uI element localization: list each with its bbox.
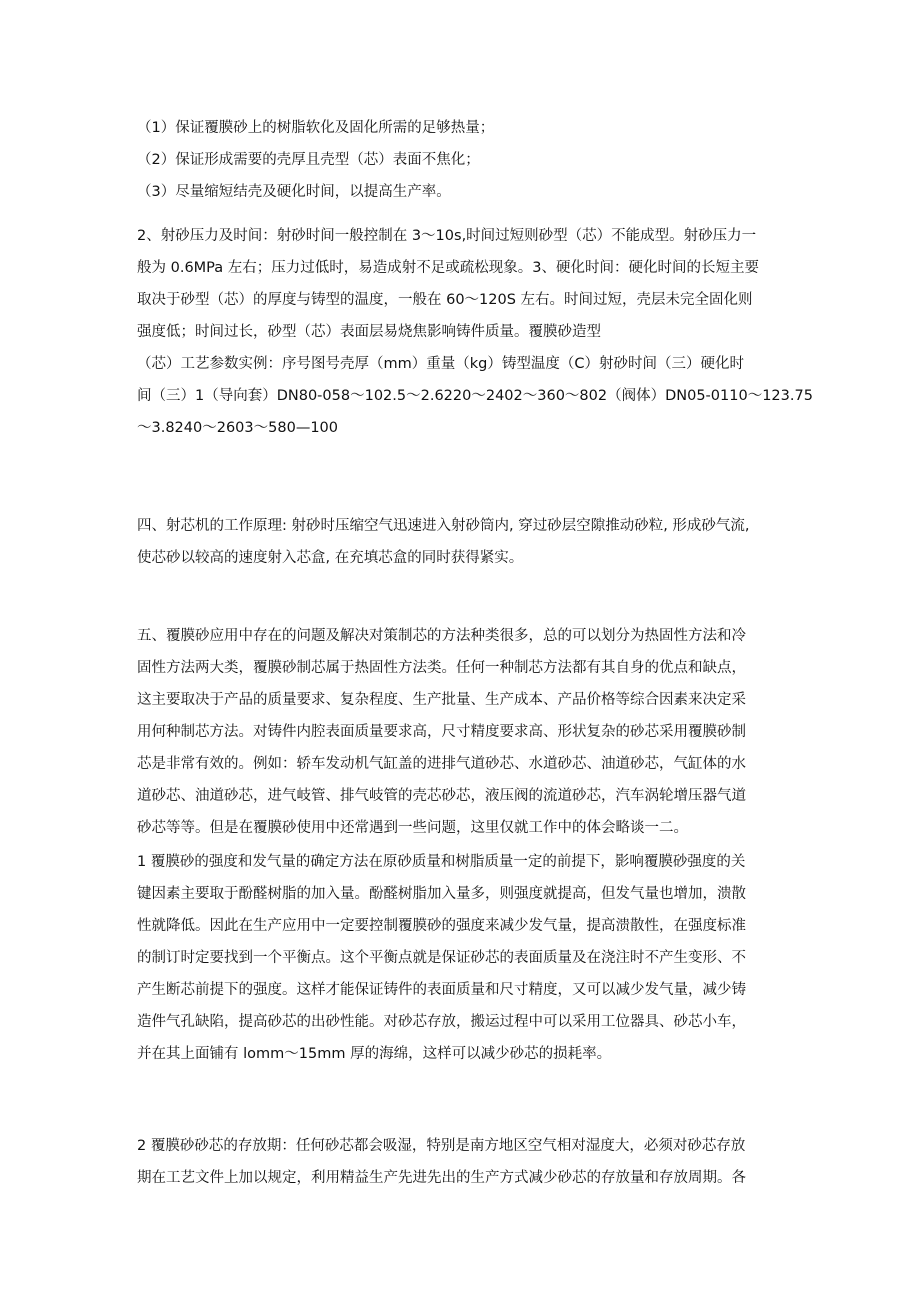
item-strength-and-gas-evolution <box>137 846 787 1070</box>
text-line: 造件气孔缺陷，提高砂芯的出砂性能。对砂芯存放，搬运过程中可以采用工位器具、砂芯小车， <box>137 1014 746 1030</box>
text-line: 间（三）1（导向套）DN80-058～102.5～2.6220～2402～360～802（阀体）DN05-0110～123.75 <box>137 388 813 404</box>
section-problems-and-solutions <box>137 620 787 844</box>
text-line: 固性方法两大类，覆膜砂制芯属于热固性方法类。任何一种制芯方法都有其自身的优点和缺点， <box>137 660 746 676</box>
text-line: 芯是非常有效的。例如：轿车发动机气缸盖的进排气道砂芯、水道砂芯、油道砂芯，气缸体的水 <box>137 756 746 772</box>
list-item: （1）保证覆膜砂上的树脂软化及固化所需的足够热量； <box>137 120 495 136</box>
text-line: 键因素主要取于酚醛树脂的加入量。酚醛树脂加入量多，则强度就提高，但发气量也增加，溃散 <box>137 886 746 902</box>
text-line: 使芯砂以较高的速度射入芯盒, 在充填芯盒的同时获得紧实。 <box>137 550 524 566</box>
text-line: 2、射砂压力及时间：射砂时间一般控制在 3～10s,时间过短则砂型（芯）不能成型。射砂压力一 <box>137 228 757 244</box>
text-line: 性就降低。因此在生产应用中一定要控制覆膜砂的强度来减少发气量，提高溃散性，在强度标准 <box>137 918 746 934</box>
section-core-shooter-principle <box>137 510 787 574</box>
list-item: （3）尽量缩短结壳及硬化时间，以提高生产率。 <box>137 184 451 200</box>
text-line: 强度低；时间过长，砂型（芯）表面层易烧焦影响铸件质量。覆膜砂造型 <box>137 324 601 340</box>
text-line: 用何种制芯方法。对铸件内腔表面质量要求高，尺寸精度要求高、形状复杂的砂芯采用覆膜砂制 <box>137 724 746 740</box>
text-line: 的制订时定要找到一个平衡点。这个平衡点就是保证砂芯的表面质量及在浇注时不产生变形、不 <box>137 950 746 966</box>
list-item: （2）保证形成需要的壳厚且壳型（芯）表面不焦化； <box>137 152 480 168</box>
text-line: 1 覆膜砂的强度和发气量的确定方法在原砂质量和树脂质量一定的前提下，影响覆膜砂强度的关 <box>137 854 746 870</box>
text-line: 这主要取决于产品的质量要求、复杂程度、生产批量、生产成本、产品价格等综合因素来决定采 <box>137 692 746 708</box>
text-line: 般为 0.6MPa 左右；压力过低时，易造成射不足或疏松现象。3、硬化时间：硬化时间的长短主要 <box>137 260 759 276</box>
section-shooting-pressure-time <box>137 220 813 444</box>
text-line: 取决于砂型（芯）的厚度与铸型的温度，一般在 60～120S 左右。时间过短，壳层未完全固化则 <box>137 292 753 308</box>
text-line: 2 覆膜砂砂芯的存放期：任何砂芯都会吸湿，特别是南方地区空气相对湿度大，必须对砂芯存放 <box>137 1138 746 1154</box>
text-line: ～3.8240～2603～580—100 <box>137 420 338 436</box>
text-line: 期在工艺文件上加以规定，利用精益生产先进先出的生产方式减少砂芯的存放量和存放周期。各 <box>137 1170 746 1186</box>
item-core-storage-period <box>137 1130 787 1194</box>
text-line: 砂芯等等。但是在覆膜砂使用中还常遇到一些问题，这里仅就工作中的体会略谈一二。 <box>137 820 688 836</box>
text-line: 五、覆膜砂应用中存在的问题及解决对策制芯的方法种类很多，总的可以划分为热固性方法和冷 <box>137 628 746 644</box>
text-line: 道砂芯、油道砂芯，进气岐管、排气岐管的壳芯砂芯，液压阀的流道砂芯，汽车涡轮增压器气道 <box>137 788 746 804</box>
text-line: 产生断芯前提下的强度。这样才能保证铸件的表面质量和尺寸精度，又可以减少发气量，减少铸 <box>137 982 746 998</box>
text-line: 四、射芯机的工作原理: 射砂时压缩空气迅速进入射砂筒内, 穿过砂层空隙推动砂粒, 形成砂气流, <box>137 518 750 534</box>
process-requirements-list <box>137 112 787 208</box>
text-line: （芯）工艺参数实例：序号图号壳厚（mm）重量（kg）铸型温度（C）射砂时间（三）硬化时 <box>137 356 744 372</box>
text-line: 并在其上面铺有 lomm～15mm 厚的海绵，这样可以减少砂芯的损耗率。 <box>137 1046 612 1062</box>
